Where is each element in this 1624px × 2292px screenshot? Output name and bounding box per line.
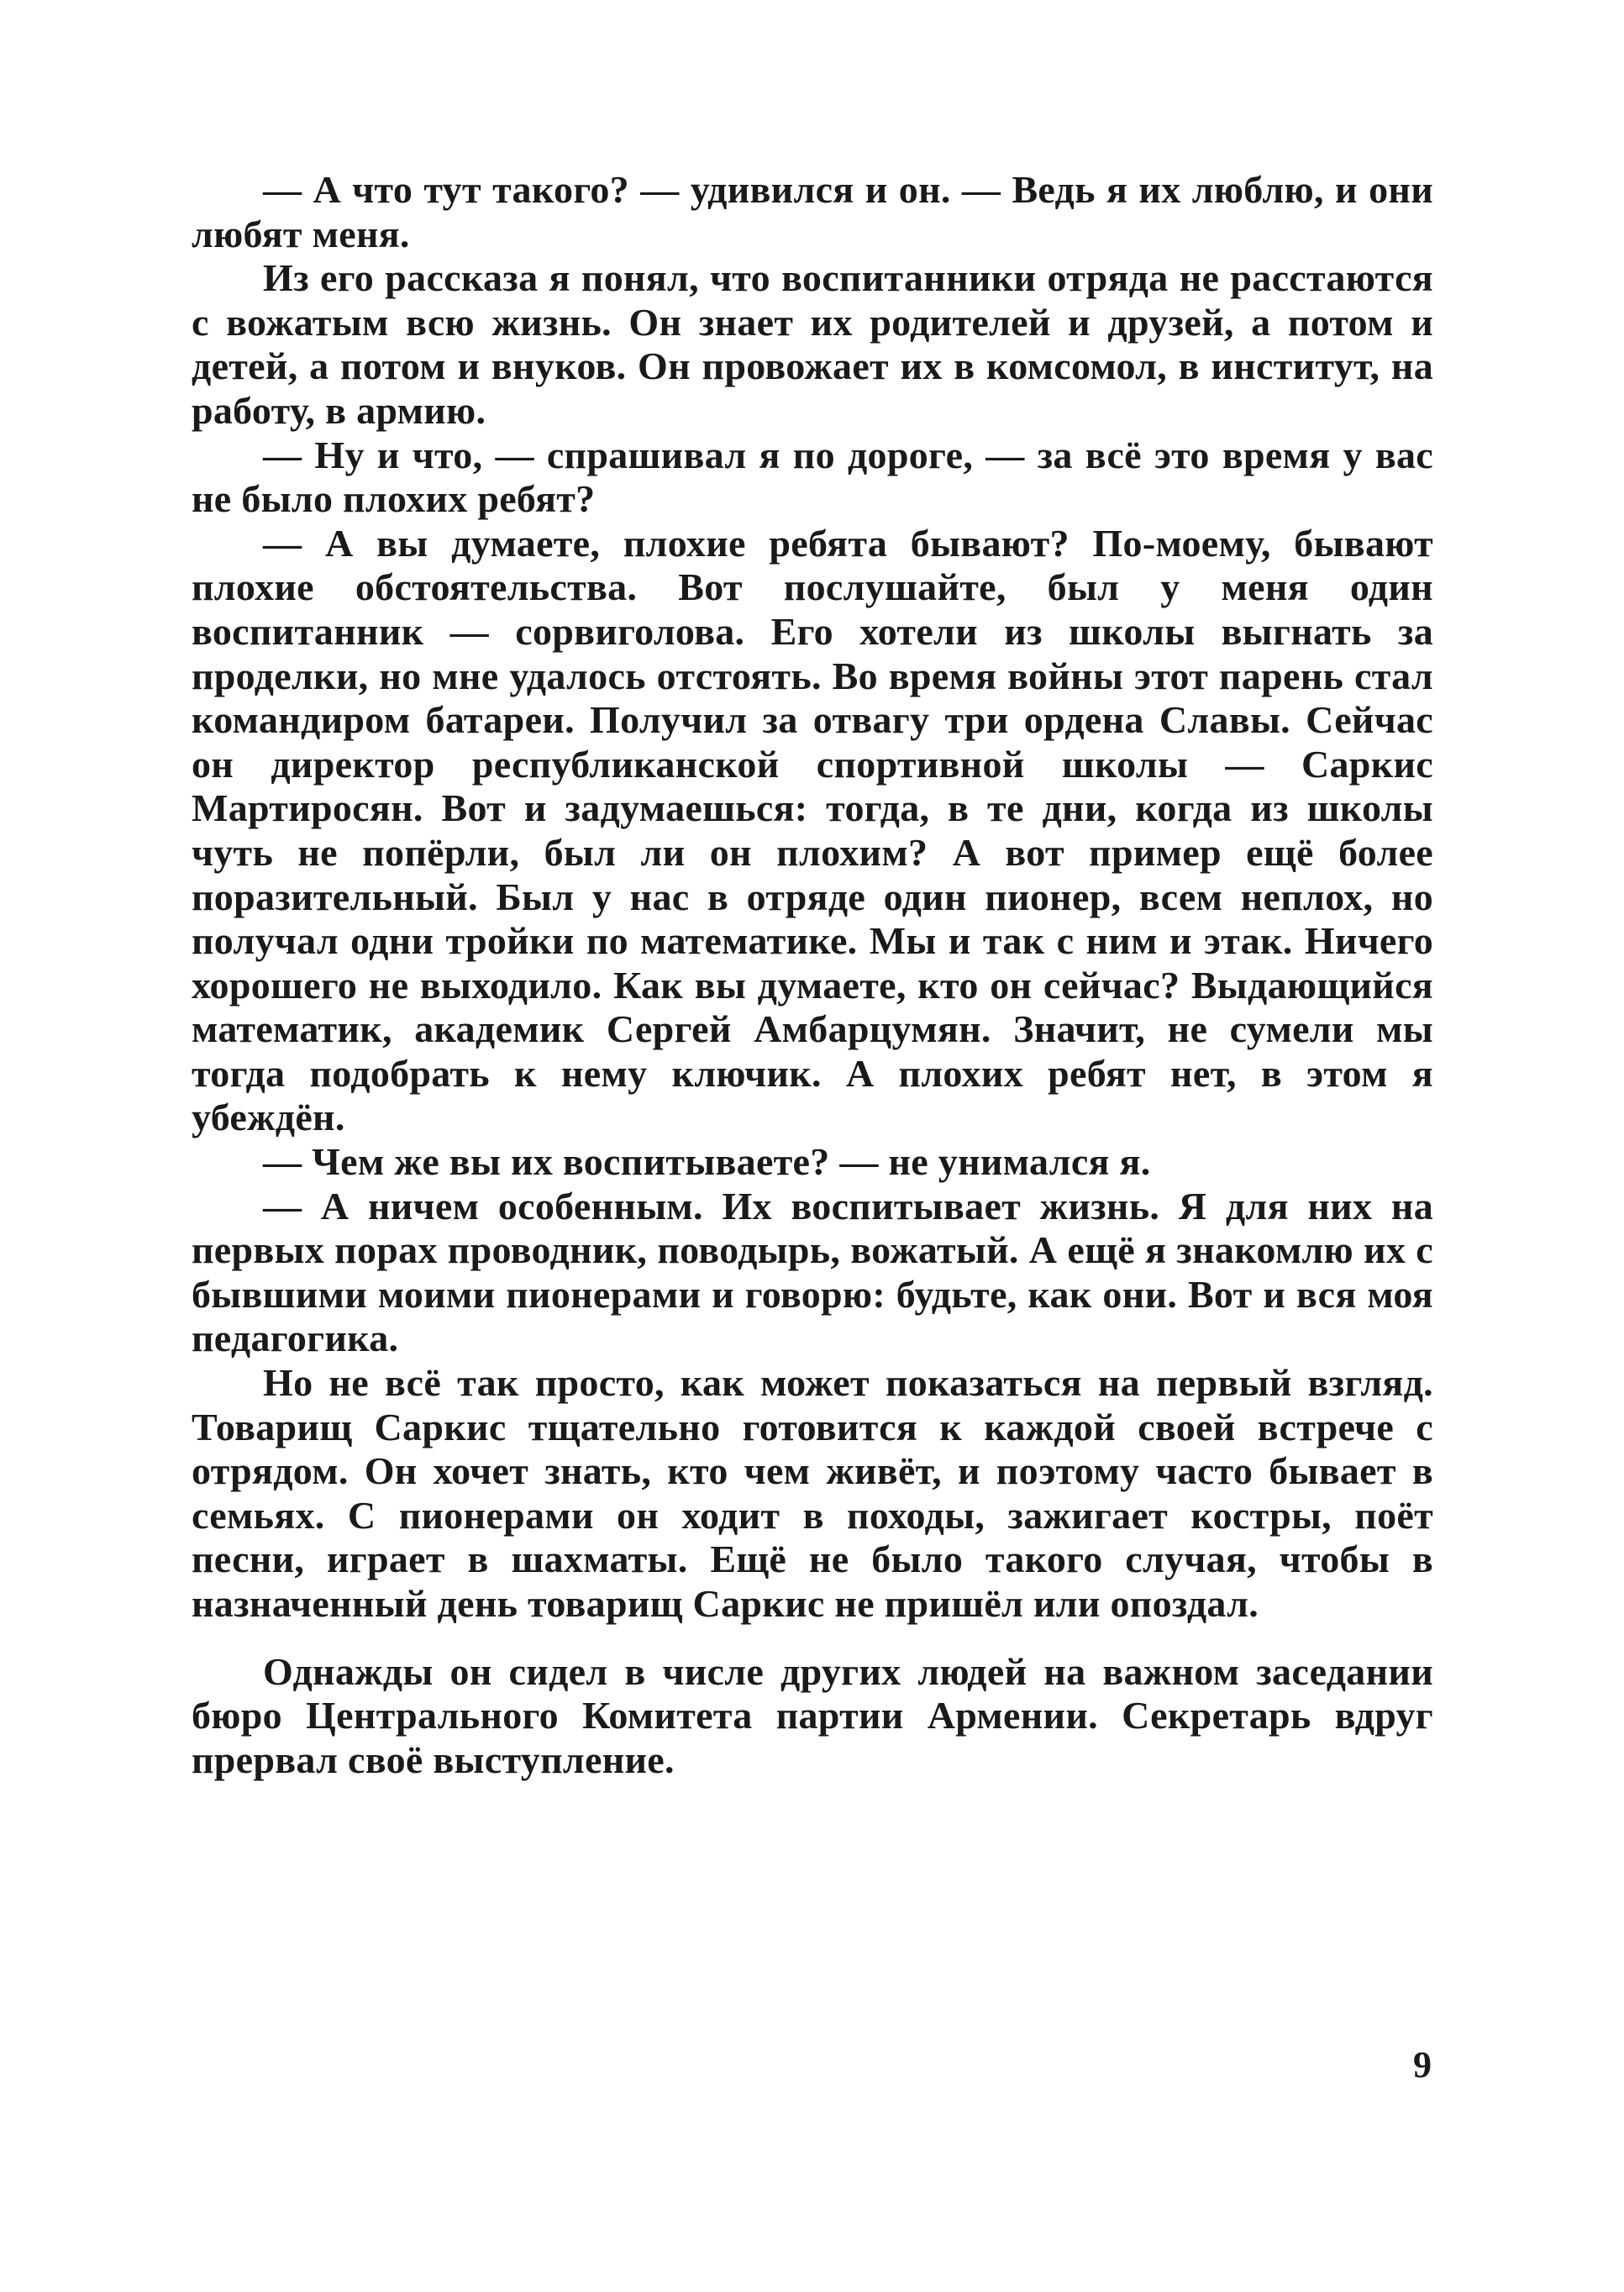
paragraph-8: Однажды он сидел в числе других людей на важном заседании бюро Центрального Комитета партии Армении. Секретарь вдруг прервал своё выступление. <box>192 1649 1433 1781</box>
paragraph-1: — А что тут такого? — удивился и он. — Ведь я их люблю, и они любят меня. <box>192 168 1433 255</box>
paragraph-3: — Ну и что, — спрашивал я по дороге, — за всё это время у вас не было плохих ребят? <box>192 433 1433 521</box>
paragraph-4: — А вы думаете, плохие ребята бывают? По-моему, бывают плохие обстоятельства. Вот послушайте, был у меня один воспитанник — сорвиголова. Его хотели из школы выгнать за проделки, но мне удалось отстоять. Во время войны этот парень стал командиром батареи. Получил за отвагу три ордена Славы. Сейчас он директор республиканской спортивной школы — Саркис Мартиросян. Вот и задумаешься: тогда, в те дни, когда из школы чуть не попёрли, был ли он плохим? А вот пример ещё более поразительный. Был у нас в отряде один пионер, всем неплох, но получал одни тройки по математике. Мы и так с ним и этак. Ничего хорошего не выходило. Как вы думаете, кто он сейчас? Выдающийся математик, академик Сергей Амбарцумян. Значит, не сумели мы тогда подобрать к нему ключик. А плохих ребят нет, в этом я убеждён. <box>192 521 1433 1139</box>
paragraph-2: Из его рассказа я понял, что воспитанники отряда не расстаются с вожатым всю жизнь. Он знает их родителей и друзей, а потом и детей, а потом и внуков. Он провожает их в комсомол, в институт, на работу, в армию. <box>192 256 1433 432</box>
paragraph-6: — А ничем особенным. Их воспитывает жизнь. Я для них на первых порах проводник, поводырь, вожатый. А ещё я знакомлю их с бывшими моими пионерами и говорю: будьте, как они. Вот и вся моя педагогика. <box>192 1184 1433 1360</box>
paragraph-5: — Чем же вы их воспитываете? — не унимался я. <box>263 1140 1151 1184</box>
body-text <box>192 168 1433 1782</box>
paragraph-7: Но не всё так просто, как может показаться на первый взгляд. Товарищ Саркис тщательно готовится к каждой своей встрече с отрядом. Он хочет знать, кто чем живёт, и поэтому часто бывает в семьях. С пионерами он ходит в походы, зажигает костры, поёт песни, играет в шахматы. Ещё не было такого случая, чтобы в назначенный день товарищ Саркис не пришёл или опоздал. <box>192 1361 1433 1625</box>
page-number: 9 <box>1413 2044 1432 2085</box>
